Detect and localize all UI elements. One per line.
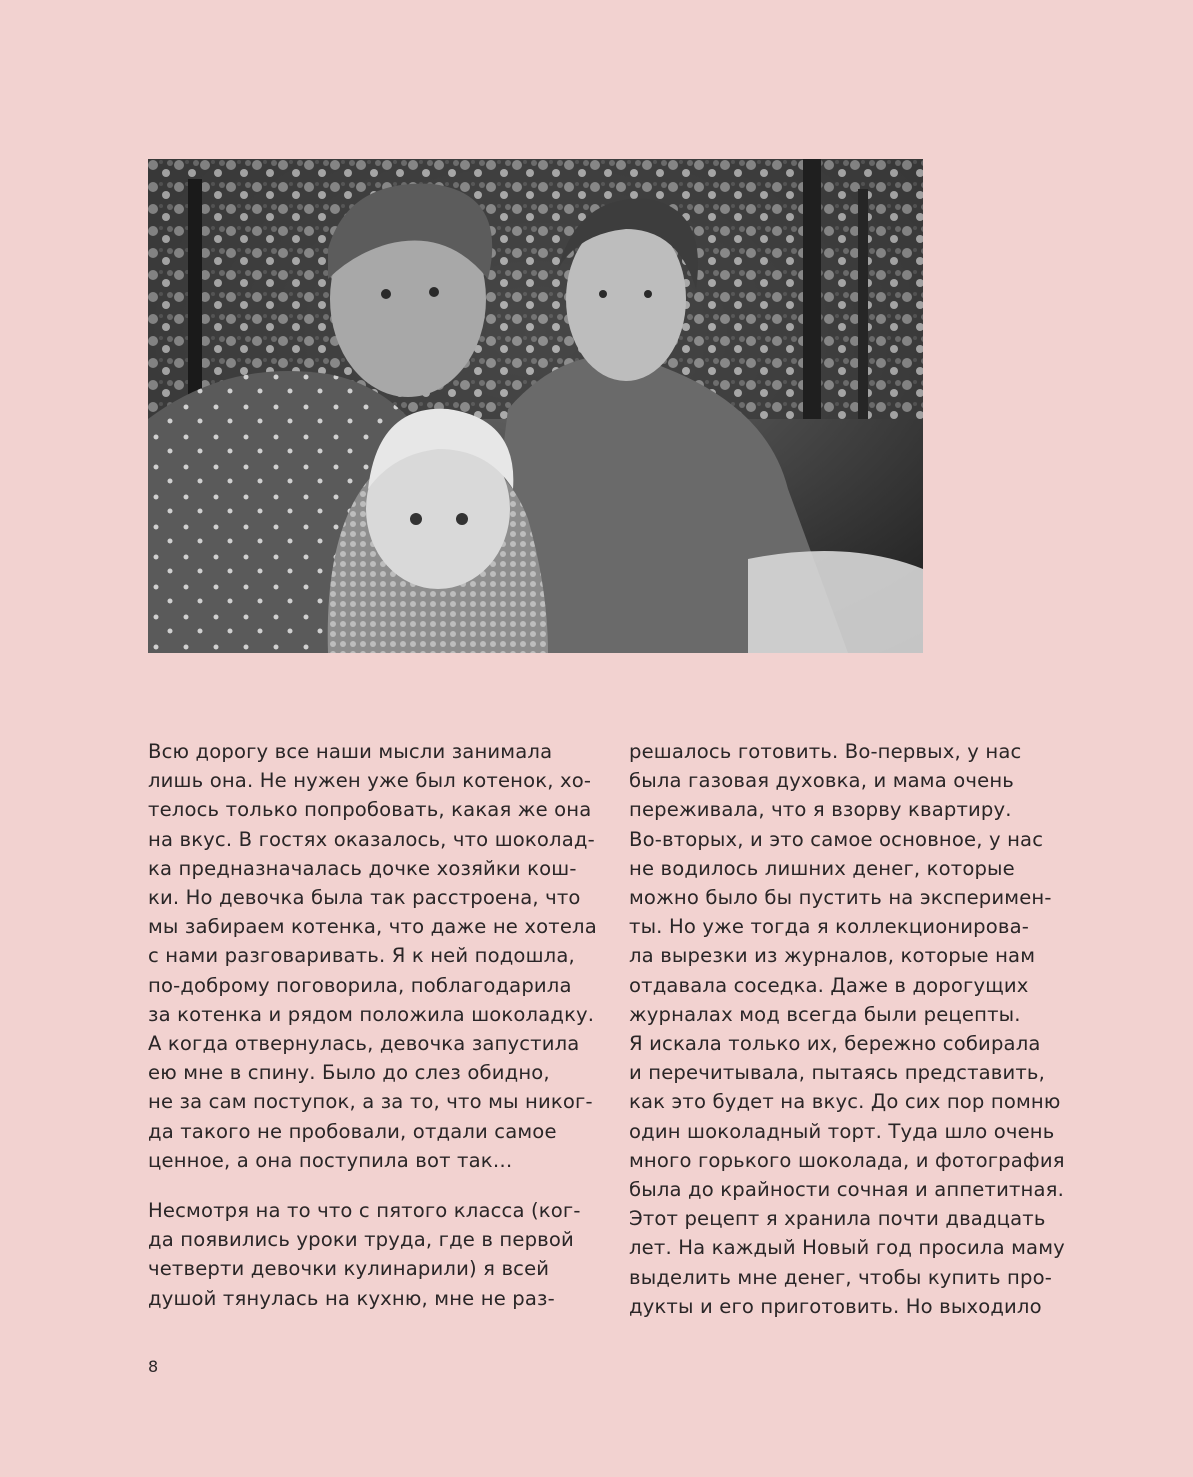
text-line: один шоколадный торт. Туда шло очень [629, 1119, 1055, 1143]
text-line: да такого не пробовали, отдали самое [148, 1119, 557, 1143]
text-line: Всю дорогу все наши мысли занимала [148, 740, 553, 763]
text-line: дукты и его приготовить. Но выходило [629, 1294, 1042, 1318]
paragraph [148, 737, 597, 1175]
paragraph [629, 737, 1074, 1321]
text-line: ею мне в спину. Было до слез обидно, [148, 1061, 550, 1085]
text-line: Этот рецепт я хранила почти двадцать [629, 1207, 1046, 1231]
text-line: ты. Но уже тогда я коллекционирова- [629, 915, 1029, 939]
text-line: мы забираем котенка, что даже не хотела [148, 915, 597, 939]
paragraph-gap [148, 1175, 593, 1196]
text-line: выделить мне денег, чтобы купить про- [629, 1265, 1052, 1289]
text-line: не водилось лишних денег, которые [629, 856, 1015, 880]
text-line: на вкус. В гостях оказалось, что шоколад- [148, 827, 595, 851]
text-line: решалось готовить. Во-первых, у нас [629, 740, 1022, 763]
paragraph [148, 1196, 593, 1313]
text-line: можно было бы пустить на эксперимен- [629, 886, 1052, 910]
text-line: была газовая духовка, и мама очень [629, 769, 1015, 793]
text-line: Во-вторых, и это самое основное, у нас [629, 827, 1044, 851]
text-line: Несмотря на то что с пятого класса (ког- [148, 1199, 581, 1223]
page-number: 8 [148, 1357, 159, 1376]
text-line: ценное, а она поступила вот так… [148, 1148, 513, 1172]
text-line: и перечитывала, пытаясь представить, [629, 1061, 1046, 1085]
text-line: не за сам поступок, а за то, что мы никог- [148, 1090, 593, 1114]
text-line: А когда отвернулась, девочка запустила [148, 1032, 580, 1056]
text-line: ки. Но девочка была так расстроена, что [148, 886, 581, 910]
family-photo-illustration [148, 159, 923, 653]
text-column-left [148, 737, 597, 1313]
text-line: ла вырезки из журналов, которые нам [629, 944, 1036, 968]
family-photo [148, 159, 923, 653]
text-line: журналах мод всегда были рецепты. [629, 1002, 1021, 1026]
text-column-right [629, 737, 1074, 1321]
text-line: лет. На каждый Новый год просила маму [629, 1236, 1065, 1260]
text-line: как это будет на вкус. До сих пор помню [629, 1090, 1061, 1114]
text-line: да появились уроки труда, где в первой [148, 1228, 574, 1252]
text-line: с нами разговаривать. Я к ней подошла, [148, 944, 575, 968]
text-line: четверти девочки кулинарили) я всей [148, 1257, 550, 1281]
text-line: телось только попробовать, какая же она [148, 798, 592, 822]
text-line: душой тянулась на кухню, мне не раз- [148, 1286, 555, 1310]
text-line: много горького шоколада, и фотография [629, 1148, 1065, 1172]
text-line: была до крайности сочная и аппетитная. [629, 1178, 1064, 1202]
text-line: лишь она. Не нужен уже был котенок, хо- [148, 769, 592, 793]
text-line: за котенка и рядом положила шоколадку. [148, 1002, 595, 1026]
text-line: отдавала соседка. Даже в дорогущих [629, 973, 1029, 997]
text-line: Я искала только их, бережно собирала [629, 1032, 1041, 1056]
text-line: ка предназначалась дочке хозяйки кош- [148, 856, 577, 880]
text-line: переживала, что я взорву квартиру. [629, 798, 1012, 822]
text-line: по-доброму поговорила, поблагодарила [148, 973, 572, 997]
